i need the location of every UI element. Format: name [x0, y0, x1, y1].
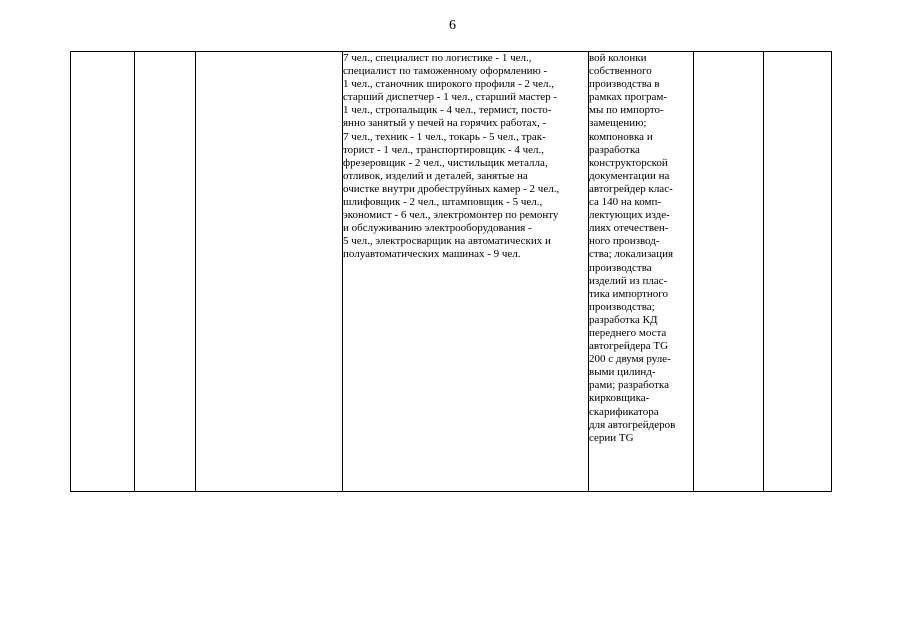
- staff-text-line: экономист - 6 чел., электромонтер по ремонту: [343, 209, 559, 222]
- table-cell-empty: [71, 52, 135, 492]
- project-text-line: лектующих изде-: [589, 209, 670, 222]
- project-text-line: автогрейдера TG: [589, 340, 669, 353]
- staff-text-line: шлифовщик - 2 чел., штамповщик - 5 чел.,: [343, 196, 543, 209]
- project-description-cell: [589, 52, 694, 492]
- project-text-line: тика импортного: [589, 287, 669, 300]
- project-text-line: мы по импорто-: [589, 104, 664, 117]
- staff-text-line: торист - 1 чел., транспортировщик - 4 чел.,: [343, 143, 545, 156]
- project-text-line: выми цилинд-: [589, 366, 656, 379]
- staff-composition-cell: [343, 52, 589, 492]
- project-text-line: изделий из плас-: [589, 274, 668, 287]
- project-text-line: производства;: [589, 300, 655, 313]
- staff-text-line: полуавтоматических машинах - 9 чел.: [343, 248, 521, 261]
- staff-text-line: старший диспетчер - 1 чел., старший мастер -: [343, 91, 558, 104]
- project-text-line: лиях отечествен-: [589, 222, 669, 235]
- staff-text-line: 7 чел., техник - 1 чел., токарь - 5 чел., трак-: [343, 130, 546, 143]
- project-text-line: скарификатора: [589, 405, 659, 418]
- staff-text-line: и обслуживанию электрооборудования -: [343, 222, 532, 235]
- project-text-line: конструкторской: [589, 156, 668, 169]
- project-text-line: кирковщика-: [589, 392, 650, 405]
- project-text-line: компоновка и: [589, 130, 653, 143]
- project-text-line: производства в: [589, 78, 660, 91]
- project-text-line: автогрейдер клас-: [589, 182, 673, 195]
- project-text-line: для автогрейдеров: [589, 418, 676, 431]
- project-text-line: 200 с двумя руле-: [589, 353, 671, 366]
- project-text-line: разработка КД: [589, 313, 658, 326]
- project-text-line: вой колонки: [589, 52, 647, 64]
- page-number: 6: [449, 18, 456, 33]
- project-text-line: производства: [589, 261, 652, 274]
- staff-text-line: фрезеровщик - 2 чел., чистильщик металла,: [343, 156, 548, 169]
- project-text-line: серии TG: [589, 431, 634, 444]
- project-text-line: собственного: [589, 65, 652, 78]
- project-text-line: рамках програм-: [589, 91, 668, 104]
- table-cell-empty: [135, 52, 196, 492]
- project-description-text: [589, 52, 693, 445]
- table-cell-empty: [196, 52, 343, 492]
- table-row: [71, 52, 832, 492]
- project-text-line: замещению;: [589, 117, 647, 130]
- project-text-line: разработка: [589, 143, 640, 156]
- project-text-line: ного производ-: [589, 235, 660, 248]
- staff-text-line: отливок, изделий и деталей, занятые на: [343, 169, 528, 182]
- project-text-line: са 140 на комп-: [589, 196, 662, 209]
- document-table: [70, 51, 832, 492]
- staff-text-line: янно занятый у печей на горячих работах, -: [343, 117, 547, 130]
- staff-text-line: 1 чел., станочник широкого профиля - 2 чел.,: [343, 78, 555, 91]
- staff-composition-text: [343, 52, 588, 262]
- table-cell-empty: [764, 52, 832, 492]
- project-text-line: документации на: [589, 169, 670, 182]
- staff-text-line: специалист по таможенному оформлению -: [343, 65, 548, 78]
- staff-text-line: 5 чел., электросварщик на автоматических и: [343, 235, 551, 248]
- staff-text-line: 7 чел., специалист по логистике - 1 чел.,: [343, 52, 532, 64]
- project-text-line: рами; разработка: [589, 379, 669, 392]
- project-text-line: ства; локализация: [589, 248, 674, 261]
- staff-text-line: 1 чел., стропальщик - 4 чел., термист, посто-: [343, 104, 552, 117]
- staff-text-line: очистке внутри дробеструйных камер - 2 чел.,: [343, 182, 560, 195]
- table-cell-empty: [694, 52, 764, 492]
- project-text-line: переднего моста: [589, 326, 667, 339]
